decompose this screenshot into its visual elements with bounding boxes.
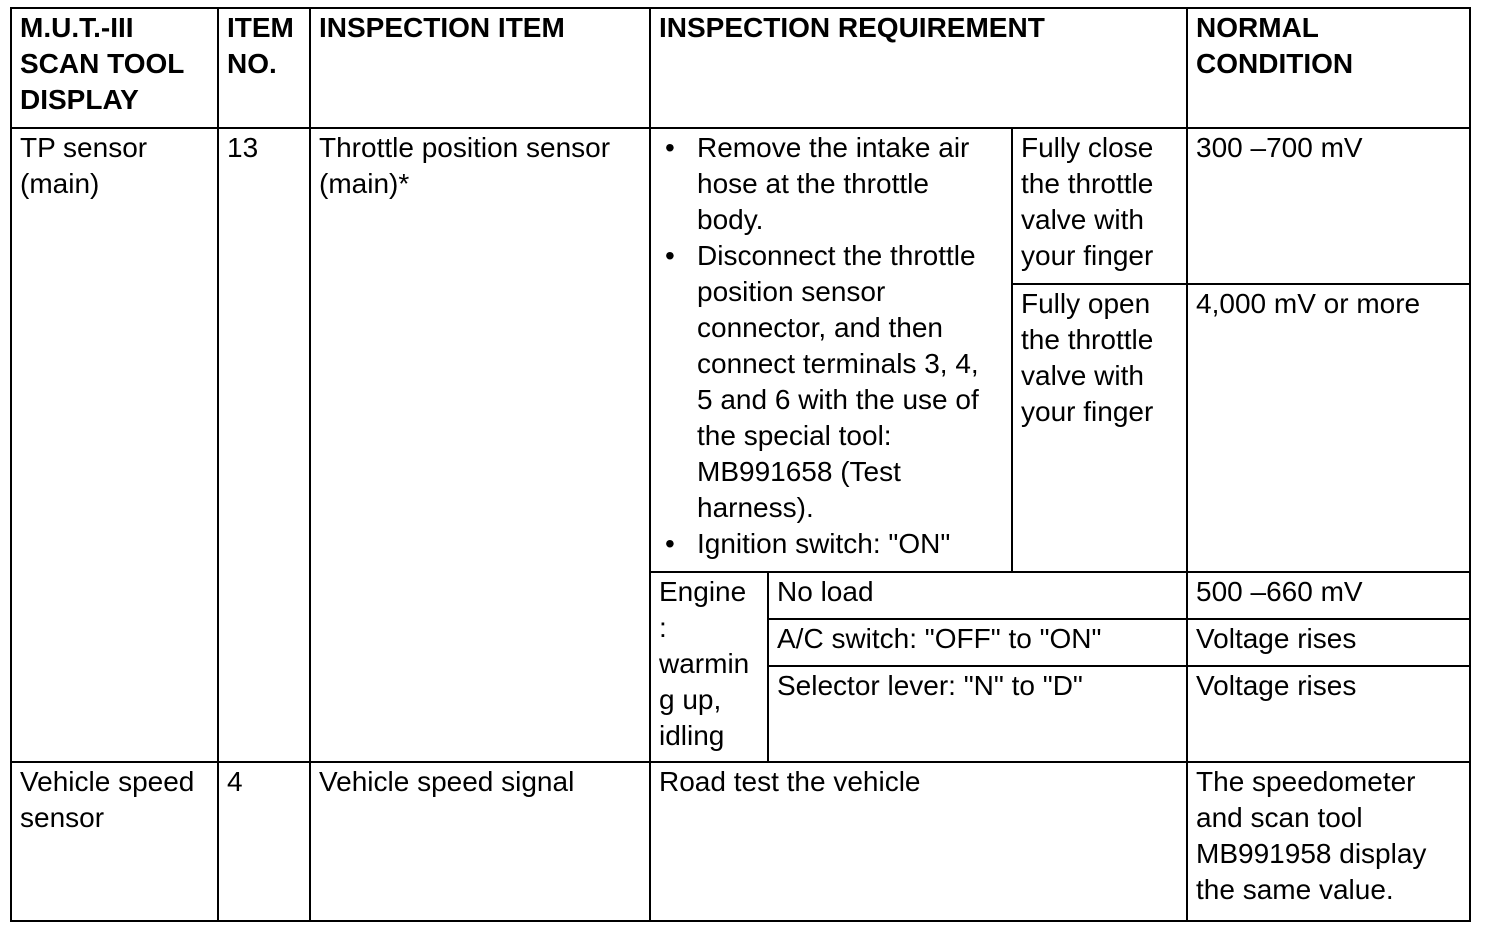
header-item-no: ITEM NO. (218, 8, 310, 128)
tp-inspection-item-cell: Throttle position sensor (main)* (310, 128, 650, 762)
tp-engine-normal-cell: 500 –660 mV (1187, 572, 1470, 619)
tp-open-requirement-cell: Fully open the throttle valve with your finger (1012, 284, 1187, 572)
tp-bullet-list (659, 130, 1003, 562)
header-normal-condition: NORMAL CONDITION (1187, 8, 1470, 128)
tp-bullet-item: • Remove the intake air hose at the throttle body. (697, 130, 1003, 238)
tp-engine-normal-cell: Voltage rises (1187, 619, 1470, 666)
tp-bullets-cell (650, 128, 1012, 572)
tp-close-requirement-cell: Fully close the throttle valve with your finger (1012, 128, 1187, 284)
tp-display-cell: TP sensor (main) (11, 128, 218, 762)
vss-display-cell: Vehicle speed sensor (11, 762, 218, 921)
tp-bullet-item: • Disconnect the throttle position sensor connector, and then connect terminals 3, 4, 5 and 6 with the use of the special tool: MB991658 (Test harness). (697, 238, 1003, 526)
tp-engine-normal-cell: Voltage rises (1187, 666, 1470, 762)
vss-normal-cell: The speedometer and scan tool MB991958 display the same value. (1187, 762, 1470, 921)
vss-inspection-item-cell: Vehicle speed signal (310, 762, 650, 921)
tp-engine-requirement-cell: Selector lever: "N" to "D" (768, 666, 1187, 762)
tp-engine-requirement-cell: No load (768, 572, 1187, 619)
inspection-table (10, 7, 1471, 922)
tp-item-no-cell: 13 (218, 128, 310, 762)
tp-engine-requirement-cell: A/C switch: "OFF" to "ON" (768, 619, 1187, 666)
vss-requirement-cell: Road test the vehicle (650, 762, 1187, 921)
tp-row-close (11, 128, 1470, 284)
header-row (11, 8, 1470, 128)
tp-open-normal-cell: 4,000 mV or more (1187, 284, 1470, 572)
vss-item-no-cell: 4 (218, 762, 310, 921)
tp-close-normal-cell: 300 –700 mV (1187, 128, 1470, 284)
tp-engine-condition-cell: Engine : warmin g up, idling (650, 572, 768, 762)
inspection-table-container (10, 7, 1469, 920)
header-inspection-requirement: INSPECTION REQUIREMENT (650, 8, 1187, 128)
vss-row (11, 762, 1470, 921)
header-inspection-item: INSPECTION ITEM (310, 8, 650, 128)
tp-bullet-item: • Ignition switch: "ON" (697, 526, 1003, 562)
header-scan-tool-display: M.U.T.-III SCAN TOOL DISPLAY (11, 8, 218, 128)
